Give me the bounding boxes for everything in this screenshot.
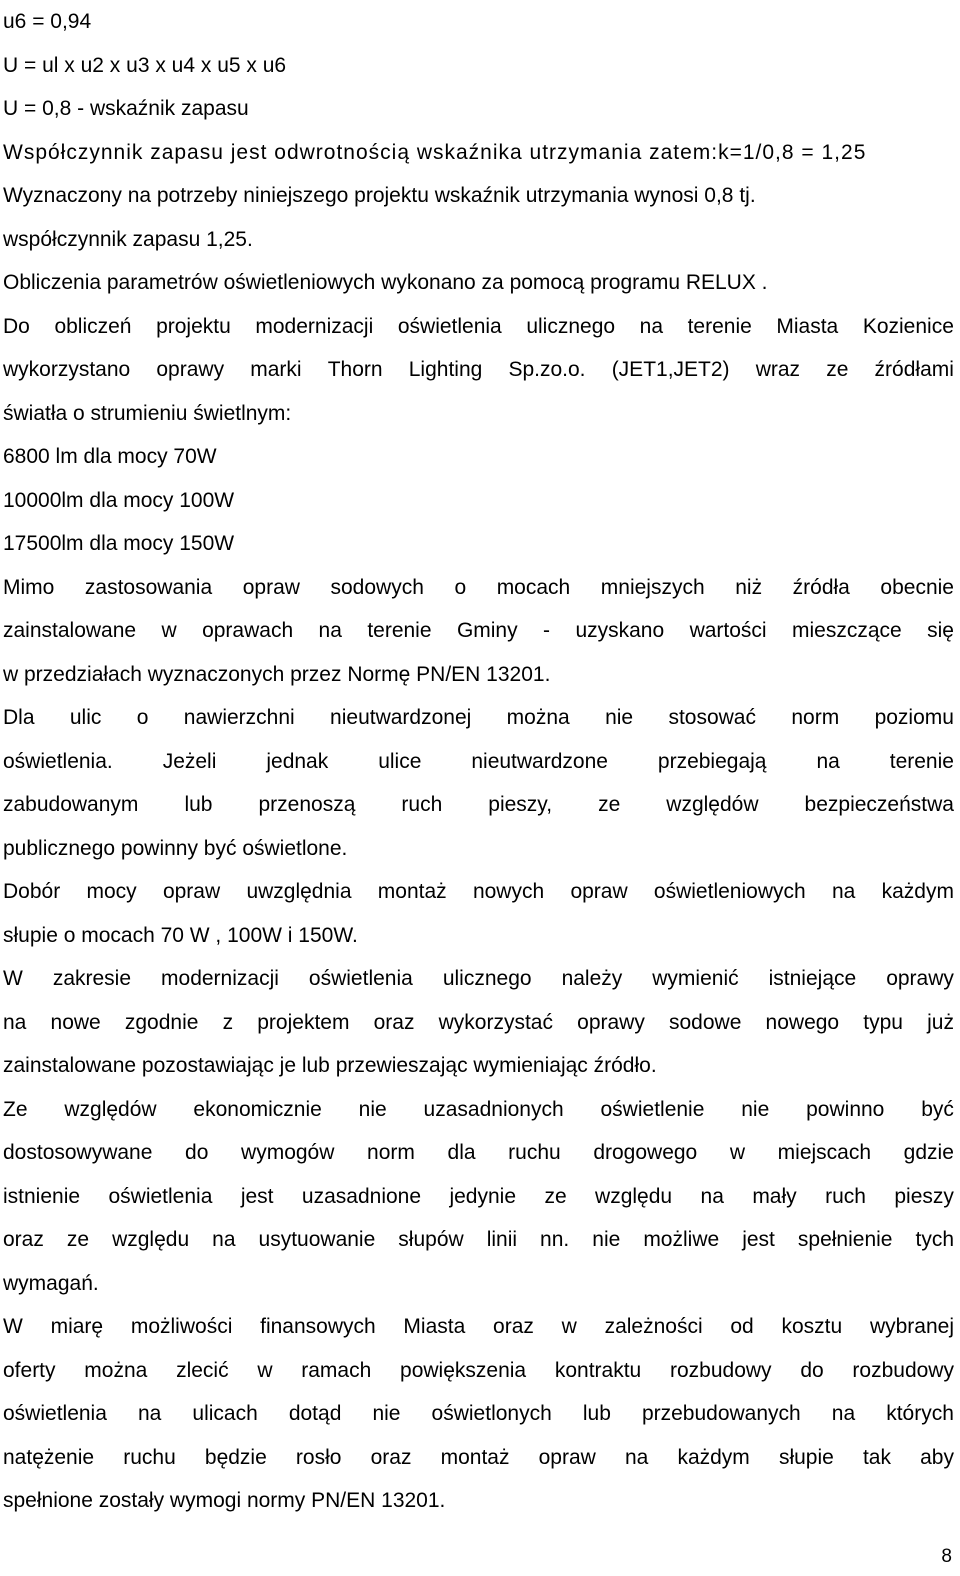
word: mniejszych [600,575,705,599]
word: źródła [792,575,850,599]
word: lub [184,793,213,816]
text-line: wymagań. [3,1271,99,1295]
word: nie [358,1097,387,1121]
word: na [3,1010,27,1034]
word: niż [735,575,763,599]
word: pieszy, [488,793,553,816]
text-line: zainstalowane pozostawiając je lub przewieszając wymieniając źródło. [3,1054,657,1077]
word: oświetleniowych [653,880,806,903]
word: finansowych [260,1315,376,1338]
word: obliczeń [54,314,132,338]
word: norm [791,706,840,729]
text-line [3,348,954,392]
word: rosło [295,1445,342,1469]
word: opraw [162,880,221,903]
text-line [3,957,954,1001]
word: można [506,706,570,729]
word: Mimo [3,575,55,599]
word: o [136,706,149,729]
word: ruchu [508,1141,561,1164]
word: wartości [689,619,767,642]
word: uzasadnione [301,1184,422,1208]
word: ekonomicznie [193,1097,322,1121]
word: rozbudowy [670,1358,772,1382]
text-line: 6800 lm dla mocy 70W [3,445,217,468]
word: uzasadnionych [423,1097,564,1121]
word: nie [741,1097,770,1121]
text-line [3,566,954,610]
word: każdym [881,880,954,903]
word: Kozienice [862,314,954,338]
word: ruch [825,1184,866,1208]
word: do [185,1141,209,1164]
word: ramach [301,1358,372,1382]
text-line [3,740,954,784]
word: uzyskano [575,619,665,642]
word: Miasta [776,314,839,338]
word: nowe [50,1010,101,1034]
word: wybranej [869,1315,954,1338]
word: w [257,1358,273,1382]
text-line [3,1436,954,1480]
word: norm [367,1141,415,1164]
word: wraz [755,358,801,381]
word: nie [592,1228,621,1251]
word: się [927,619,954,642]
word: oraz [493,1315,534,1338]
word: o [454,575,467,599]
text-line [3,870,954,914]
word: względów [666,793,759,816]
word: usytuowanie [258,1228,376,1251]
document-body [3,0,954,1523]
word: każdym [677,1445,750,1469]
text-line: w przedziałach wyznaczonych przez Normę PN/EN 13201. [3,662,551,686]
word: na [318,619,342,642]
text-line: Wyznaczony na potrzeby niniejszego projektu wskaźnik utrzymania wynosi 0,8 tj. [3,184,756,207]
word: uwzględnia [246,880,352,903]
word: na [137,1402,162,1425]
word: oprawy [886,967,954,990]
word: oświetlenia. [3,749,113,773]
word: Do [3,314,30,338]
word: spełnienie [797,1228,893,1251]
text-line [3,1218,954,1262]
text-line [3,1175,954,1219]
word: zależności [604,1315,703,1338]
text-line: słupie o mocach 70 W , 100W i 150W. [3,923,358,947]
word: w [729,1141,746,1164]
text-line [3,783,954,827]
word: opraw [538,1445,596,1469]
word: zastosowania [84,575,213,599]
word: poziomu [874,706,954,729]
word: jedynie [449,1184,517,1208]
text-line [3,609,954,653]
word: istnienie [3,1184,81,1208]
word: miarę [50,1315,104,1338]
word: kosztu [781,1315,843,1338]
word: terenie [687,314,752,338]
word: względu [595,1184,673,1208]
word: możliwe [643,1228,720,1251]
word: oprawy [577,1010,645,1034]
text-line: Obliczenia parametrów oświetleniowych wykonano za pomocą programu RELUX . [3,271,768,294]
word: słupów [398,1228,464,1251]
word: Ze [3,1097,28,1121]
word: obecnie [880,575,954,599]
word: oferty [3,1358,56,1382]
word: montaż [440,1445,510,1469]
text-line [3,696,954,740]
text-line: Współczynnik zapasu jest odwrotnością wskaźnika utrzymania zatem:k=1/0,8 = 1,25 [3,140,867,164]
word: względów [64,1097,157,1121]
word: przebudowanych [641,1402,801,1425]
word: tak [862,1445,891,1469]
word: opraw [570,880,628,903]
word: sodowych [330,575,424,599]
text-line: współczynnik zapasu 1,25. [3,227,253,251]
word: bezpieczeństwa [804,793,954,816]
word: sodowe [669,1010,742,1034]
word: względu [112,1228,190,1251]
word: będzie [204,1445,267,1469]
word: (JET1,JET2) [611,358,730,381]
word: przebiegają [657,749,767,773]
word: być [921,1097,954,1121]
word: wykorzystać [438,1010,553,1034]
word: wymienić [652,967,739,990]
word: ze [544,1184,567,1208]
word: gdzie [903,1141,954,1164]
word: powinno [806,1097,885,1121]
word: oraz [373,1010,415,1034]
word: na [816,749,840,773]
word: Thorn [327,358,383,381]
word: ruch [401,793,443,816]
word: nieutwardzonej [330,706,472,729]
word: modernizacji [255,314,374,338]
word: Gminy [456,619,518,642]
word: zgodnie [124,1010,199,1034]
word: ulice [378,749,422,773]
word: nie [372,1402,401,1425]
word: montaż [377,880,447,903]
text-line [3,1001,954,1045]
text-line [3,1349,954,1393]
text-line [3,1131,954,1175]
word: z [222,1010,234,1034]
word: ulicznego [526,314,616,338]
word: na [624,1445,649,1469]
word: zlecić [176,1358,229,1382]
word: od [730,1315,754,1338]
word: zainstalowane [3,619,137,642]
word: kontraktu [554,1358,642,1382]
word: marki [250,358,302,381]
word: należy [561,967,623,990]
word: oświetlenia [3,1402,107,1425]
word: - [543,619,551,642]
word: projektem [257,1010,350,1034]
word: powiększenia [400,1358,527,1382]
word: dotąd [288,1402,342,1425]
word: na [212,1228,236,1251]
word: oświetlenie [600,1097,705,1121]
word: ruchu [123,1445,176,1469]
word: już [927,1010,954,1034]
word: W [3,1315,23,1338]
word: Jeżeli [162,749,217,773]
word: źródłami [874,358,954,381]
word: mocy [86,880,137,903]
word: oraz [3,1228,44,1251]
word: zabudowanym [3,793,139,816]
word: ulicach [192,1402,258,1425]
word: aby [920,1445,954,1469]
word: oświetlenia [308,967,413,990]
word: w [561,1315,577,1338]
word: typu [863,1010,903,1034]
word: wymogów [241,1141,335,1164]
word: pieszy [894,1184,954,1208]
word: nieutwardzone [471,749,608,773]
word: Lighting [408,358,483,381]
word: mały [752,1184,797,1208]
text-line: publicznego powinny być oświetlone. [3,836,348,860]
word: lub [582,1402,611,1425]
text-line: U = 0,8 - wskaźnik zapasu [3,97,249,120]
word: miejscach [777,1141,872,1164]
word: oprawy [156,358,225,381]
word: na [639,314,663,338]
word: ulicznego [442,967,532,990]
text-line [3,1088,954,1132]
word: jest [742,1228,775,1251]
word: których [886,1402,954,1425]
word: ze [598,793,621,816]
word: rozbudowy [852,1358,954,1382]
word: ulic [69,706,102,729]
word: mocach [496,575,571,599]
word: tych [915,1228,954,1251]
word: w [161,619,177,642]
word: oświetlonych [431,1402,552,1425]
word: do [800,1358,824,1382]
word: Miasta [403,1315,466,1338]
text-line: 17500lm dla mocy 150W [3,532,235,555]
word: można [84,1358,148,1382]
word: Dobór [3,880,61,903]
word: na [831,1402,856,1425]
word: na [700,1184,724,1208]
word: wykorzystano [3,358,131,381]
word: stosować [668,706,756,729]
word: modernizacji [161,967,279,990]
text-line [3,305,954,349]
word: Sp.zo.o. [508,358,586,381]
word: ze [826,358,849,381]
word: nowych [472,880,545,903]
word: dostosowywane [3,1141,153,1164]
word: natężenie [3,1445,95,1469]
text-line [3,1305,954,1349]
word: drogowego [593,1141,698,1164]
word: nie [605,706,634,729]
word: możliwości [130,1315,233,1338]
text-line: U = ul x u2 x u3 x u4 x u5 x u6 [3,53,287,77]
text-line: spełnione zostały wymogi normy PN/EN 13201. [3,1489,446,1512]
word: istniejące [768,967,857,990]
text-line: u6 = 0,94 [3,10,92,33]
text-line: światła o strumieniu świetlnym: [3,401,292,425]
word: oświetlenia [397,314,502,338]
word: Dla [3,706,35,729]
word: mieszczące [792,619,902,642]
word: nn. [540,1228,570,1251]
word: linii [486,1228,518,1251]
word: oświetlenia [108,1184,213,1208]
word: przenoszą [258,793,356,816]
word: terenie [367,619,432,642]
text-line: 10000lm dla mocy 100W [3,488,235,512]
word: opraw [242,575,300,599]
word: nowego [765,1010,840,1034]
word: jest [240,1184,274,1208]
word: oraz [370,1445,412,1469]
text-line [3,1392,954,1436]
word: słupie [778,1445,834,1469]
word: oprawach [202,619,294,642]
word: nawierzchni [183,706,295,729]
word: terenie [889,749,954,773]
word: jednak [266,749,329,773]
word: projektu [156,314,231,338]
word: na [831,880,856,903]
page-number: 8 [941,1546,952,1567]
word: ze [66,1228,90,1251]
word: zakresie [52,967,132,990]
word: dla [447,1141,476,1164]
word: W [3,967,23,990]
